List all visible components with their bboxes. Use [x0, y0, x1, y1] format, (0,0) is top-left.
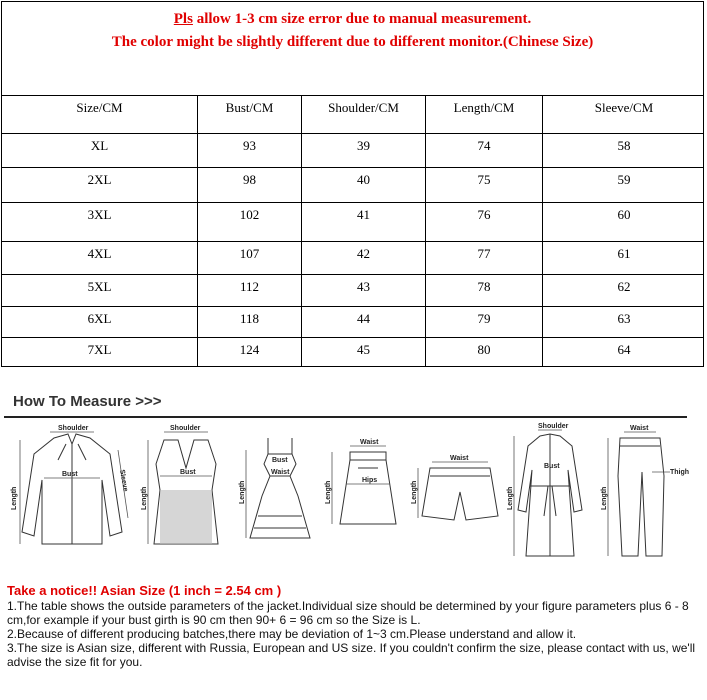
bust-cell: 112 [198, 275, 302, 306]
bust-cell: 93 [198, 134, 302, 167]
notice-header [2, 2, 703, 96]
coat-drawing [508, 420, 594, 570]
sleeve-cell: 60 [617, 207, 631, 222]
table-row [2, 307, 703, 338]
shoulder-cell: 45 [302, 338, 426, 367]
length-cell: 74 [426, 134, 543, 167]
sleeve-cell: 62 [617, 279, 631, 294]
length-label: Length [507, 486, 514, 510]
size-cell: 5XL [2, 275, 198, 306]
table-row [2, 242, 703, 275]
column-header-sleeve: Sleeve/CM [594, 100, 654, 115]
size-cell: 4XL [2, 242, 198, 274]
bust-label: Bust [62, 471, 78, 478]
notice-heading: Take a notice!! Asian Size (1 inch = 2.54 cm ) [7, 583, 282, 598]
length-label: Length [601, 486, 608, 510]
length-cell: 76 [426, 203, 543, 241]
length-label: Length [11, 486, 18, 510]
shirt-diagram [6, 420, 134, 570]
bust-cell: 102 [198, 203, 302, 241]
dress-diagram [238, 420, 322, 570]
size-chart-table [1, 1, 704, 367]
notice-line-1 [2, 11, 703, 28]
tank-top-drawing [138, 420, 234, 570]
pants-drawing [596, 420, 696, 570]
table-row [2, 168, 703, 203]
note-item-2: 2.Because of different producing batches,there may be deviation of 1~3 cm.Please understand and allow it. [7, 627, 577, 641]
length-label: Length [325, 480, 332, 504]
shoulder-cell: 42 [302, 242, 426, 274]
note-item-1: 1.The table shows the outside parameters of the jacket.Individual size should be determined by your figure parameters plus 6 - 8 cm,for example if your bust girth is 90 cm then 90+ 6 = 96 cm so the Size is L. [7, 599, 689, 627]
table-row [2, 275, 703, 307]
table-row [2, 134, 703, 168]
sleeve-cell: 58 [617, 138, 631, 153]
pants-diagram [596, 420, 696, 570]
length-label: Length [239, 480, 246, 504]
length-cell: 75 [426, 168, 543, 202]
section-divider [4, 416, 687, 418]
waist-label: Waist [271, 469, 290, 476]
measurement-diagrams [6, 420, 696, 570]
column-header-length: Length/CM [426, 96, 543, 133]
waist-label: Waist [450, 455, 469, 462]
length-cell: 77 [426, 242, 543, 274]
note-item-3: 3.The size is Asian size, different with Russia, European and US size. If you couldn't confirm the size, please contact with us, we'll advise the size fit for you. [7, 641, 696, 669]
table-row [2, 338, 703, 367]
size-cell: 6XL [2, 307, 198, 337]
shoulder-cell: 41 [302, 203, 426, 241]
skirt-drawing [324, 420, 410, 570]
shoulder-cell: 40 [302, 168, 426, 202]
size-notes [7, 583, 703, 669]
size-cell: 3XL [2, 203, 198, 241]
size-cell: 7XL [2, 338, 198, 367]
bust-label: Bust [180, 469, 196, 476]
bust-label: Bust [544, 463, 560, 470]
dress-drawing [238, 420, 322, 570]
size-cell: 2XL [2, 168, 198, 202]
coat-diagram [508, 420, 594, 570]
column-header-size: Size/CM [2, 96, 198, 133]
notice-line-1-text: allow 1-3 cm size error due to manual measurement. [192, 11, 532, 27]
table-header-row [2, 96, 703, 134]
shoulder-cell: 39 [302, 134, 426, 167]
sleeve-cell: 64 [617, 342, 631, 357]
how-to-measure-title: How To Measure >>> [13, 393, 162, 410]
waist-label: Waist [630, 425, 649, 432]
shorts-drawing [412, 420, 506, 570]
bust-cell: 124 [198, 338, 302, 367]
thigh-label: Thigh [670, 469, 690, 476]
length-cell: 79 [426, 307, 543, 337]
length-label: Length [411, 480, 418, 504]
shoulder-label: Shoulder [538, 423, 569, 430]
hips-label: Hips [362, 477, 378, 484]
shorts-diagram [412, 420, 506, 570]
shoulder-label: Shoulder [170, 425, 201, 432]
shirt-drawing [6, 420, 134, 570]
bust-cell: 118 [198, 307, 302, 337]
length-label: Length [141, 486, 148, 510]
bust-label: Bust [272, 457, 288, 464]
sleeve-cell: 59 [617, 172, 631, 187]
column-header-shoulder: Shoulder/CM [302, 96, 426, 133]
table-row [2, 203, 703, 242]
sleeve-cell: 61 [617, 246, 631, 261]
length-cell: 80 [426, 338, 543, 367]
shoulder-cell: 43 [302, 275, 426, 306]
length-cell: 78 [426, 275, 543, 306]
shoulder-cell: 44 [302, 307, 426, 337]
sleeve-cell: 63 [617, 311, 631, 326]
sleeve-label: Sleeve [118, 469, 129, 493]
skirt-diagram [324, 420, 410, 570]
notice-pls: Pls [173, 11, 193, 27]
tank-top-diagram [138, 420, 234, 570]
waist-label: Waist [360, 439, 379, 446]
bust-cell: 98 [198, 168, 302, 202]
bust-cell: 107 [198, 242, 302, 274]
notice-line-2: The color might be slightly different due to different monitor.(Chinese Size) [111, 34, 594, 50]
size-cell: XL [2, 134, 198, 167]
shoulder-label: Shoulder [58, 425, 89, 432]
column-header-bust: Bust/CM [198, 96, 302, 133]
